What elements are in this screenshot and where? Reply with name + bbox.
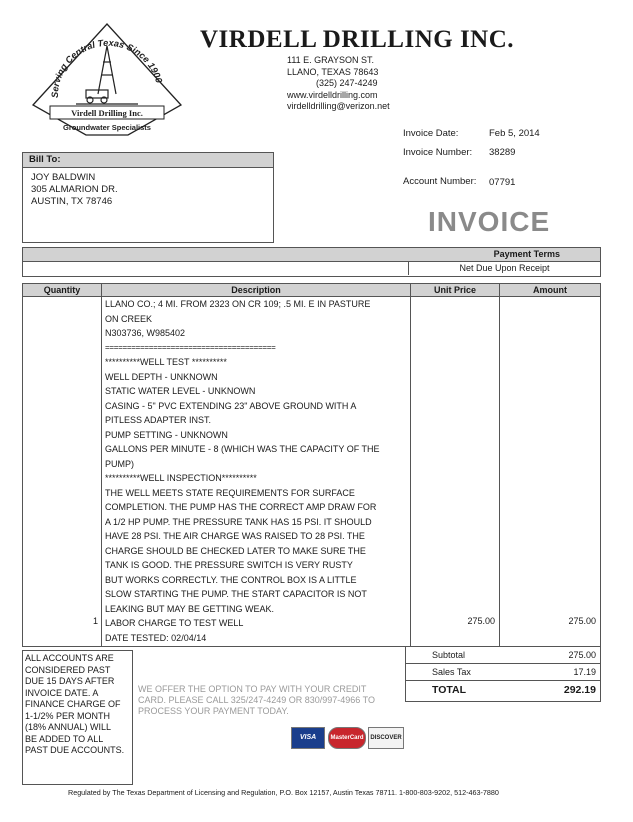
column-header-quantity: Quantity [43, 285, 81, 295]
terms-line: 1-1/2% PER MONTH [25, 710, 111, 721]
invoice-number-value: 38289 [489, 147, 516, 158]
visa-logo: VISA [291, 727, 325, 749]
logo-tagline: Groundwater Specialists [63, 123, 151, 132]
description-line: TANK IS GOOD. THE PRESSURE SWITCH IS VERY RUSTY [105, 560, 353, 570]
payment-terms-box [22, 247, 601, 277]
message-line: WE OFFER THE OPTION TO PAY WITH YOUR CREDIT [138, 684, 367, 694]
total-label: TOTAL [432, 684, 467, 696]
payment-terms-header: Payment Terms [493, 249, 560, 259]
description-line: CHARGE SHOULD BE CHECKED LATER TO MAKE SURE THE [105, 545, 366, 556]
item-quantity: 1 [92, 616, 98, 626]
item-amount: 275.00 [568, 616, 596, 626]
terms-line: BE ADDED TO ALL [25, 733, 104, 744]
description-line: **********WELL TEST ********** [105, 357, 227, 367]
website-link[interactable]: www.virdelldrilling.com [287, 89, 378, 100]
terms-line: CONSIDERED PAST [25, 664, 111, 675]
description-line: LEAKING BUT MAY BE GETTING WEAK. [105, 603, 275, 614]
description-line: PUMP SETTING - UNKNOWN [105, 429, 228, 440]
logo-name-text: Virdell Drilling Inc. [71, 108, 143, 118]
description-line: WELL DEPTH - UNKNOWN [105, 371, 218, 382]
account-number-label: Account Number: [403, 176, 477, 187]
message-line: PROCESS YOUR PAYMENT TODAY. [138, 706, 289, 716]
subtotal-label: Subtotal [432, 650, 466, 660]
description-line: **********WELL INSPECTION********** [105, 473, 257, 483]
invoice-date-label: Invoice Date: [403, 128, 459, 139]
bill-to-name: JOY BALDWIN [31, 172, 96, 183]
terms-line: INVOICE DATE. A [25, 687, 99, 698]
email-link[interactable]: virdelldrilling@verizon.net [287, 101, 390, 111]
payment-terms-value: Net Due Upon Receipt [408, 262, 600, 275]
document-title: INVOICE [428, 206, 551, 237]
total-value: 292.19 [563, 684, 596, 696]
line-items-table [22, 283, 601, 647]
item-unit-price: 275.00 [467, 616, 495, 626]
sales-tax-value: 17.19 [573, 667, 596, 677]
column-header-unit-price: Unit Price [433, 285, 476, 295]
description-line: A 1/2 HP PUMP. THE PRESSURE TANK HAS 15 PSI. IT SHOULD [105, 516, 372, 527]
bill-to-street: 305 ALMARION DR. [31, 184, 118, 195]
company-logo [28, 20, 186, 140]
description-line: THE WELL MEETS STATE REQUIREMENTS FOR SURFACE [105, 487, 355, 498]
discover-logo: DISCOVER [368, 727, 404, 749]
invoice-date-value: Feb 5, 2014 [489, 128, 540, 139]
description-line: BUT WORKS CORRECTLY. THE CONTROL BOX IS A LITTLE [105, 574, 357, 585]
message-line: CARD. PLEASE CALL 325/247-4249 OR 830/997-4966 TO [138, 695, 375, 705]
phone-line: (325) 247-4249 [316, 78, 378, 88]
late-payment-terms [22, 650, 133, 785]
terms-line: (18% ANNUAL) WILL [25, 722, 112, 732]
description-line: CASING - 5" PVC EXTENDING 23" ABOVE GROUND WITH A [105, 400, 357, 411]
description-line: N303736, W985402 [105, 328, 186, 338]
subtotal-value: 275.00 [568, 650, 596, 660]
address-line: 111 E. GRAYSON ST. [287, 55, 375, 65]
description-line: PUMP) [105, 458, 134, 469]
regulatory-footer: Regulated by The Texas Department of Licensing and Regulation, P.O. Box 12157, Austin Texas 78711. 1-800-803-9202, 512-463-7880 [68, 788, 499, 797]
description-line: SLOW STARTING THE PUMP. THE START CAPACITOR IS NOT [105, 589, 367, 599]
totals-box [405, 646, 601, 702]
bill-to-box [22, 152, 274, 243]
bill-to-header: Bill To: [23, 153, 273, 168]
item-description [105, 297, 411, 645]
sales-tax-label: Sales Tax [432, 667, 471, 677]
mastercard-logo: MasterCard [328, 727, 366, 749]
bill-to-city: AUSTIN, TX 78746 [31, 196, 113, 207]
description-line: DATE TESTED: 02/04/14 [105, 632, 207, 643]
description-line: COMPLETION. THE PUMP HAS THE CORRECT AMP DRAW FOR [105, 502, 377, 512]
column-header-amount: Amount [533, 285, 567, 295]
terms-line: PAST DUE ACCOUNTS. [25, 745, 125, 755]
description-line: LLANO CO.; 4 MI. FROM 2323 ON CR 109; .5 MI. E IN PASTURE [105, 299, 371, 309]
credit-card-message [138, 684, 375, 717]
terms-line: FINANCE CHARGE OF [25, 699, 121, 709]
description-line: HAVE 28 PSI. THE AIR CHARGE WAS RAISED TO 28 PSI. THE [105, 531, 365, 541]
company-name: VIRDELL DRILLING INC. [200, 26, 515, 53]
invoice-number-label: Invoice Number: [403, 147, 473, 158]
description-line: PITLESS ADAPTER INST. [105, 415, 212, 425]
company-address [287, 55, 390, 113]
address-line: LLANO, TEXAS 78643 [287, 66, 379, 77]
terms-line: ALL ACCOUNTS ARE [25, 653, 114, 663]
description-line: STATIC WATER LEVEL - UNKNOWN [105, 386, 256, 396]
logo-ring-text: Serving Central Texas Since 1900 [49, 37, 165, 99]
description-line: GALLONS PER MINUTE - 8 (WHICH WAS THE CAPACITY OF THE [105, 444, 380, 454]
terms-line: DUE 15 DAYS AFTER [25, 676, 115, 686]
description-line: ON CREEK [105, 313, 153, 324]
description-line: ======================================= [105, 342, 276, 352]
account-number-value: 07791 [489, 177, 516, 188]
description-line: LABOR CHARGE TO TEST WELL [105, 618, 244, 628]
column-header-description: Description [231, 285, 281, 295]
